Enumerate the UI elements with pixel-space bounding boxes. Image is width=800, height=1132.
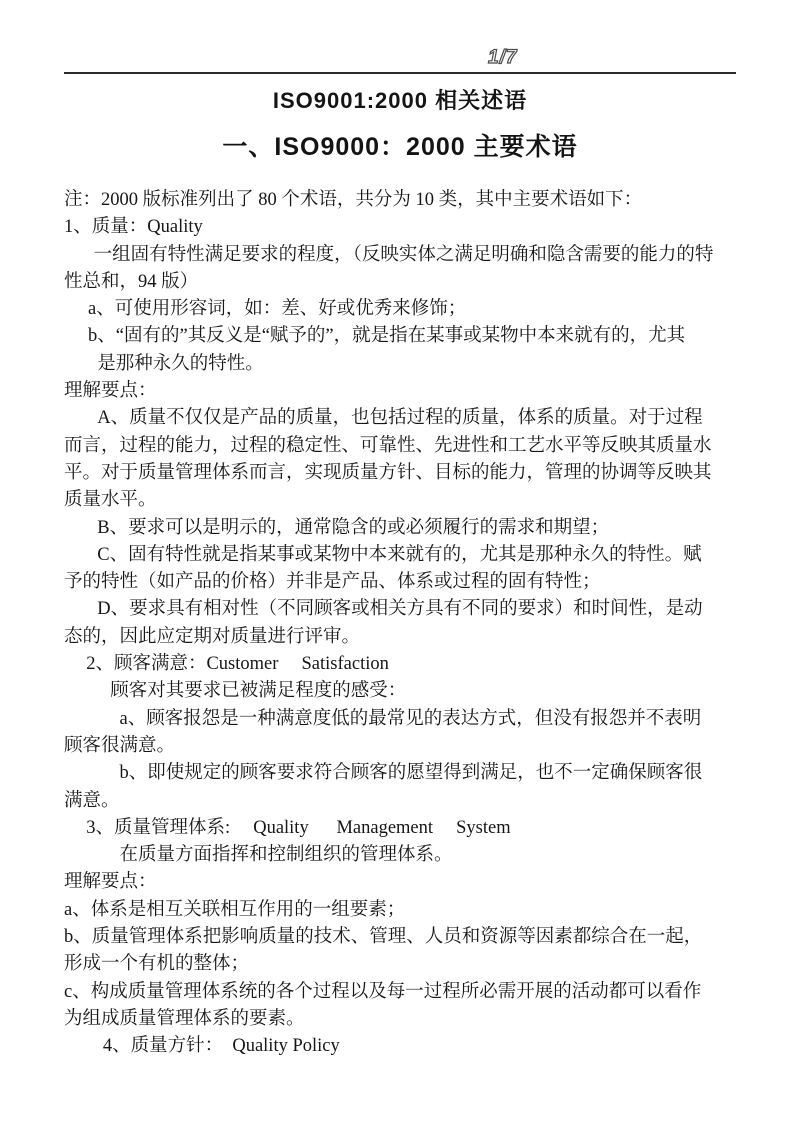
body-lines [64, 187, 736, 1061]
body-line: A、质量不仅仅是产品的质量，也包括过程的质量，体系的质量。对于过程 [97, 408, 703, 429]
body-line: 顾客很满意。 [64, 735, 176, 756]
page-header [64, 0, 736, 74]
body-line: 理解要点： [64, 381, 157, 402]
body-line: a、顾客报怨是一种满意度低的最常见的表达方式，但没有报怨并不表明 [119, 708, 702, 729]
body-line: 平。对于质量管理体系而言，实现质量方针、目标的能力，管理的协调等反映其 [64, 462, 712, 483]
body-line: 态的，因此应定期对质量进行评审。 [64, 626, 361, 647]
body-line: 为组成质量管理体系的要素。 [64, 1008, 305, 1029]
body-line: 一组固有特性满足要求的程度，（反映实体之满足明确和隐含需要的能力的特 [93, 244, 714, 265]
body-line: 予的特性（如产品的价格）并非是产品、体系或过程的固有特性； [64, 572, 601, 593]
body-line: b、质量管理体系把影响质量的技术、管理、人员和资源等因素都综合在一起， [64, 927, 703, 948]
body-line: b、“固有的”其反义是“赋予的”，就是指在某事或某物中本来就有的，尤其 [88, 326, 686, 347]
body-line: 形成一个有机的整体； [64, 954, 250, 975]
body-line: 顾客对其要求已被满足程度的感受： [110, 681, 407, 702]
body-line: a、体系是相互关联相互作用的一组要素； [64, 899, 406, 920]
body-line: 质量水平。 [64, 490, 157, 511]
body-line: 在质量方面指挥和控制组织的管理体系。 [119, 845, 453, 866]
body-line: 2、顾客满意：Customer Satisfaction [86, 654, 389, 675]
body-line: b、即使规定的顾客要求符合顾客的愿望得到满足，也不一定确保顾客很 [119, 763, 703, 784]
body-line: 满意。 [64, 790, 120, 811]
body-line: 理解要点： [64, 872, 157, 893]
body-line: D、要求具有相对性（不同顾客或相关方具有不同的要求）和时间性，是动 [97, 599, 703, 620]
body-line: 是那种永久的特性。 [97, 353, 264, 374]
body-line: 1、质量：Quality [64, 217, 203, 238]
header-rule [64, 72, 736, 74]
body-line: c、构成质量管理体系统的各个过程以及每一过程所必需开展的活动都可以看作 [64, 981, 702, 1002]
body-line: B、要求可以是明示的，通常隐含的或必须履行的需求和期望； [97, 517, 610, 538]
body-line: 性总和，94 版） [64, 271, 199, 292]
document-title: ISO9001:2000 相关述语 [272, 88, 528, 113]
body-line: 注：2000 版标准列出了 80 个术语，共分为 10 类，其中主要术语如下： [64, 190, 643, 210]
body-line: a、可使用形容词，如：差、好或优秀来修饰； [88, 299, 467, 320]
body-line: 3、质量管理体系: Quality Management System [86, 817, 511, 838]
page-number: 1/7 [488, 47, 518, 68]
body-line: 4、质量方针： Quality Policy [102, 1036, 340, 1057]
body-line: C、固有特性就是指某事或某物中本来就有的，尤其是那种永久的特性。赋 [97, 544, 702, 565]
section-heading: 一、ISO9000：2000 主要术语 [222, 133, 578, 161]
body-line: 而言，过程的能力，过程的稳定性、可靠性、先进性和工艺水平等反映其质量水 [64, 435, 712, 456]
